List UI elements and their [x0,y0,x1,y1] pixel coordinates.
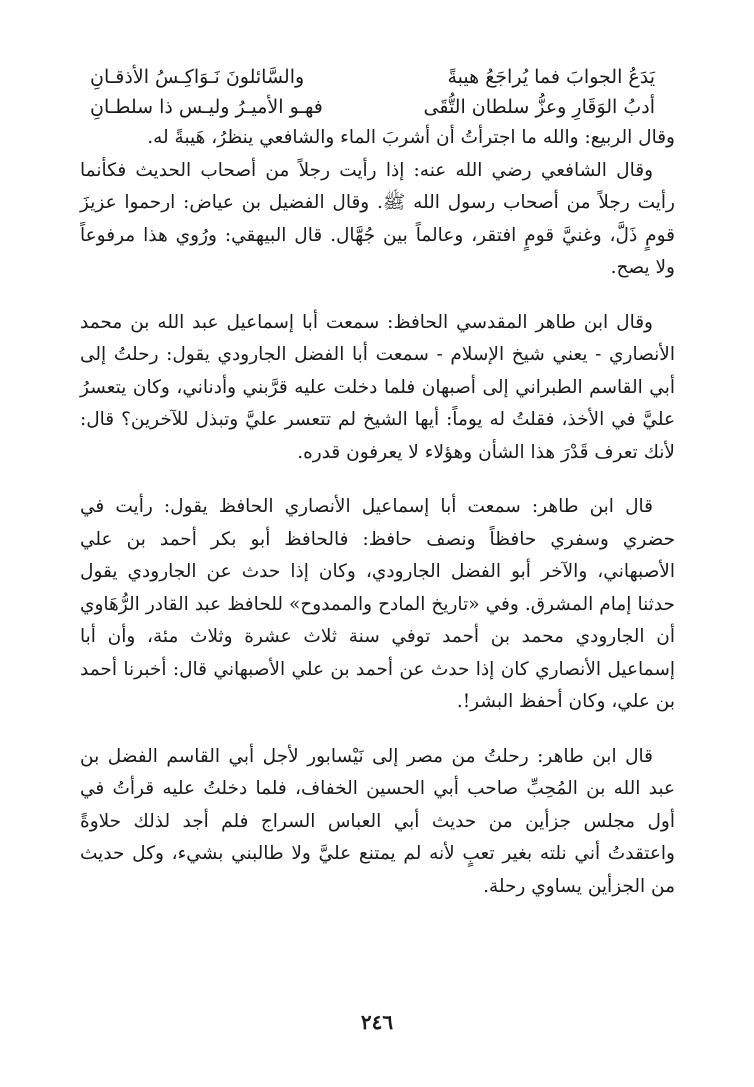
poem-verse-2 [90,92,655,122]
poem-hemistich: يَدَعُ الجوابَ فما يُراجَعُ هيبةً [447,66,655,88]
poem-verse-1 [90,62,655,92]
poem-hemistich: أدبُ الوَقَارِ وعزُّ سلطان التُّقَى [423,96,655,118]
poem-hemistich: فهـو الأميـرُ وليـس ذا سلطـانِ [90,96,323,118]
paragraph-ibn-tahir-nishapur: قال ابن طاهر: رحلتُ من مصر إلى نَيْسابور لأجل أبي القاسم الفضل بن عبد الله بن المُحِبِّ صاحب أبي الحسين الخفاف، فلما دخلتُ عليه قرأتُ في أول مجلس جزأين من حديث أبي العباس السراج فلم أجد لذلك حلاوةً واعتقدتُ أني نلته بغير تعبٍ لأنه لم يمتنع عليَّ ولا طالبني بشيء، وكل حديث من الجزأين يساوي رحلة. [80,745,675,897]
poem-hemistich: والسَّائلونَ نَـوَاكِـسُ الأذقـانِ [90,66,305,88]
paragraph-ibn-tahir-jarudi: وقال ابن طاهر المقدسي الحافظ: سمعت أبا إسماعيل عبد الله بن محمد الأنصاري - يعني شيخ الإسلام - سمعت أبا الفضل الجارودي يقول: رحلتُ إلى أبي القاسم الطبراني إلى أصبهان فلما دخلت عليه قرَّبني وأدناني، وكان يتعسرُ عليَّ في الأخذ، فقلتُ له يوماً: أيها الشيخ لم تتعسر عليَّ وتبذل للآخرين؟ قال: لأنك تعرف قَدْرَ هذا الشأن وهؤلاء لا يعرفون قدره. [80,311,675,463]
paragraph-rabi: وقال الربيع: والله ما اجترأتُ أن أشربَ الماء والشافعي ينظرُ، هَيبةً له. [147,127,675,148]
paragraph-ibn-tahir-huffaz: قال ابن طاهر: سمعت أبا إسماعيل الأنصاري الحافظ يقول: رأيت في حضري وسفري حافظاً ونصف حافظ: فالحافظ أبو بكر أحمد بن علي الأصبهاني، والآخر أبو الفضل الجارودي، وكان إذا حدث عن الجارودي يقول حدثنا إمام المشرق. وفي «تاريخ المادح والممدوح» للحافظ عبد القادر الرُّهَاوي أن الجارودي محمد بن أحمد توفي سنة ثلاث عشرة وثلاث مئة، وأن أبا إسماعيل الأنصاري كان إذا حدث عن أحمد بن علي الأصبهاني قال: أخبرنا أحمد بن علي، وكان أحفظ البشر!. [80,496,675,712]
page-body [80,62,675,903]
poem [90,62,655,122]
page-number: ٢٤٦ [360,1010,394,1034]
paragraph-shafii: وقال الشافعي رضي الله عنه: إذا رأيت رجلاً من أصحاب الحديث فكأنما رأيت رجلاً من أصحاب رسول الله ﷺ. وقال الفضيل بن عياض: ارحموا عزيزَ قومٍ ذَلَّ، وغنيَّ قومٍ افتقر، وعالماً بين جُهَّال. قال البيهقي: ورُوي هذا مرفوعاً ولا يصح. [80,159,675,278]
